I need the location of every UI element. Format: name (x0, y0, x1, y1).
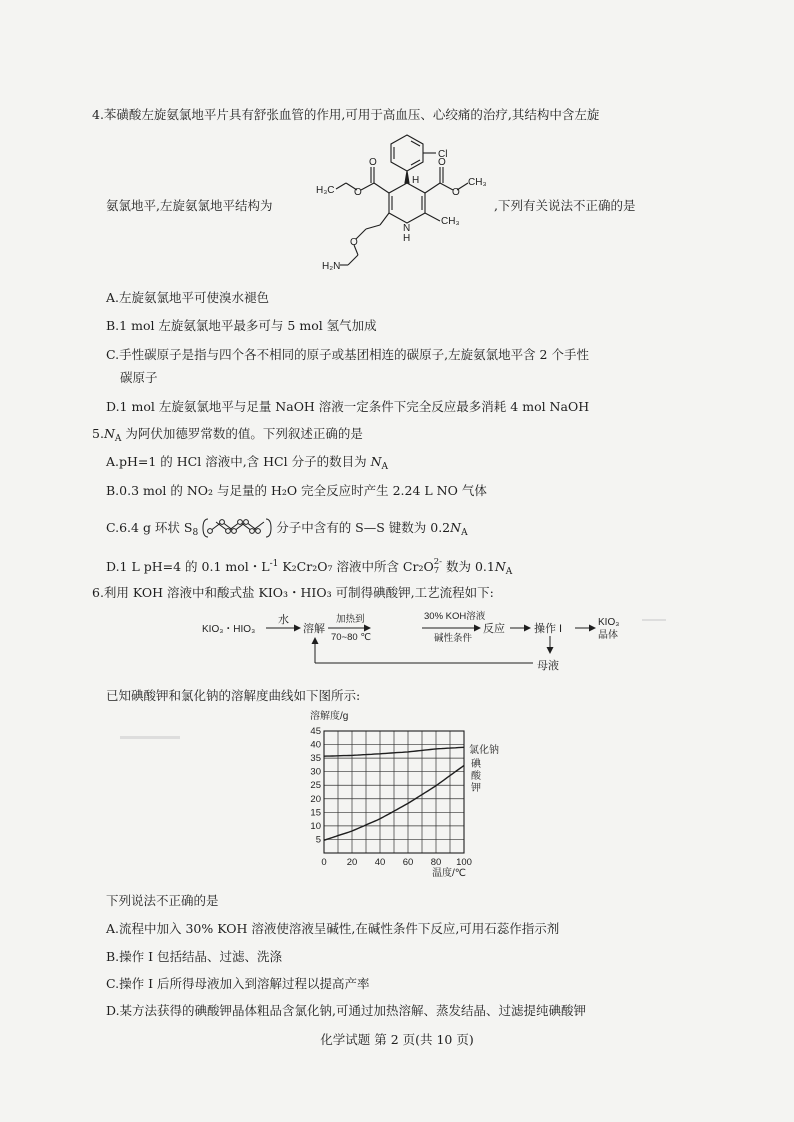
q4-option-a: A.左旋氨氯地平可使溴水褪色 (106, 290, 270, 305)
q4-option-c-line2: 碳原子 (120, 370, 158, 385)
x-tick-label: 0 (321, 857, 327, 868)
q6-option-a: A.流程中加入 30% KOH 溶液使溶液呈碱性,在碱性条件下反应,可用石蕊作指示剂 (106, 921, 560, 936)
q5-option-b: B.0.3 mol 的 NO₂ 与足量的 H₂O 完全反应时产生 2.24 L NO 气体 (106, 483, 487, 498)
flow-temp: 70~80 ℃ (331, 632, 371, 643)
flow-product-bottom: 晶体 (598, 630, 618, 641)
y-tick-label: 5 (315, 834, 321, 846)
mol-label: H (403, 233, 411, 244)
q6-option-d: D.某方法获得的碘酸钾晶体粗品含氯化钠,可通过加热溶解、蒸发结晶、过滤提纯碘酸钾 (106, 1003, 587, 1018)
scan-smudge (120, 736, 180, 739)
flow-koh: 30% KOH溶液 (424, 611, 486, 622)
amlodipine-structure (310, 125, 500, 285)
flow-op1: 操作 I (534, 623, 563, 635)
q4-option-c-line1: C.手性碳原子是指与四个各不相同的原子或基团相连的碳原子,左旋氨氯地平含 2 个手性 (106, 347, 589, 362)
flow-mother-liquor: 母液 (537, 660, 559, 672)
y-tick-label: 30 (310, 766, 321, 778)
legend-kio3 (471, 757, 482, 794)
y-tick-label: 25 (310, 780, 321, 792)
mol-label: O (350, 237, 358, 248)
x-tick-label: 80 (430, 857, 442, 868)
mol-label: O (452, 187, 460, 198)
legend-nacl: 氯化钠 (469, 745, 499, 756)
q5-option-a: A.pH=1 的 HCl 溶液中,含 HCl 分子的数目为 $N_A$ (106, 454, 389, 472)
s8-ring-diagram (200, 517, 274, 539)
q6-option-c: C.操作 I 后所得母液加入到溶解过程以提高产率 (106, 976, 370, 991)
chart-ylabel: 溶解度/g (310, 711, 349, 722)
y-tick-label: 45 (310, 726, 321, 737)
y-tick-label: 15 (310, 807, 321, 819)
svg-text:碘酸钾: 碘酸钾 (471, 759, 481, 794)
q4-stem-line2-left: 氨氯地平,左旋氨氯地平结构为 (106, 198, 273, 213)
mol-label: CH₃ (441, 216, 460, 227)
mol-label: N (403, 223, 411, 234)
q4-option-b: B.1 mol 左旋氨氯地平最多可与 5 mol 氢气加成 (106, 318, 377, 333)
y-tick-label: 40 (310, 739, 321, 751)
q4-stem-line1: 4.苯磺酸左旋氨氯地平片具有舒张血管的作用,可用于高血压、心绞痛的治疗,其结构中含左旋 (92, 107, 600, 122)
chart-ticks (310, 726, 472, 868)
flow-heat: 加热到 (336, 614, 365, 625)
chart-xlabel: 温度/℃ (432, 868, 467, 879)
q4-stem-line2-right: ,下列有关说法不正确的是 (494, 198, 636, 213)
q6-stem: 6.利用 KOH 溶液中和酸式盐 KIO₃・HIO₃ 可制得碘酸钾,工艺流程如下: (92, 585, 494, 600)
q5-option-c: C.6.4 g 环状 $S_8$ 分子中含有的 S—S 键数为 $0.2N_A$ (106, 517, 468, 541)
mol-label: O (438, 157, 446, 168)
flow-start: KIO₃・HIO₃ (202, 624, 256, 635)
x-tick-label: 100 (456, 857, 472, 868)
q6-question: 下列说法不正确的是 (106, 893, 219, 908)
q5-option-d: D.1 L pH=4 的 0.1 mol・$L^{-1}$ K₂Cr₂O₇ 溶液中所含 Cr₂O 2- 7 数为 $0.1N_A$ (106, 557, 513, 577)
x-tick-label: 40 (374, 857, 386, 868)
mol-label: H₃C (316, 185, 335, 196)
flow-dissolve: 溶解 (303, 623, 325, 635)
y-tick-label: 35 (310, 753, 321, 765)
x-tick-label: 60 (402, 857, 414, 868)
mol-label: H (412, 175, 420, 186)
q6-option-b: B.操作 I 包括结晶、过滤、洗涤 (106, 949, 283, 964)
mol-label: Cl (438, 149, 448, 160)
q5-stem: $5.N_A$ 为阿伏加德罗常数的值。下列叙述正确的是 (92, 426, 363, 444)
mol-label: O (369, 157, 377, 168)
flow-water: 水 (278, 614, 289, 626)
mol-label: H₂N (322, 261, 341, 272)
mol-label: O (354, 187, 362, 198)
flow-react: 反应 (483, 623, 505, 635)
q6-known: 已知碘酸钾和氯化钠的溶解度曲线如下图所示: (106, 688, 361, 703)
q4-option-d: D.1 mol 左旋氨氯地平与足量 NaOH 溶液一定条件下完全反应最多消耗 4 mol NaOH (106, 399, 590, 414)
y-tick-label: 10 (310, 820, 321, 832)
process-flowchart (200, 607, 660, 677)
chart-grid (324, 731, 464, 853)
flow-product-top: KIO₃ (598, 617, 620, 628)
flow-basic: 碱性条件 (434, 633, 473, 644)
x-tick-label: 20 (346, 857, 358, 868)
y-tick-label: 20 (310, 793, 321, 805)
mol-label: CH₃ (468, 177, 487, 188)
solubility-chart (290, 705, 520, 890)
page-footer: 化学试题 第 2 页(共 10 页) (320, 1032, 474, 1047)
